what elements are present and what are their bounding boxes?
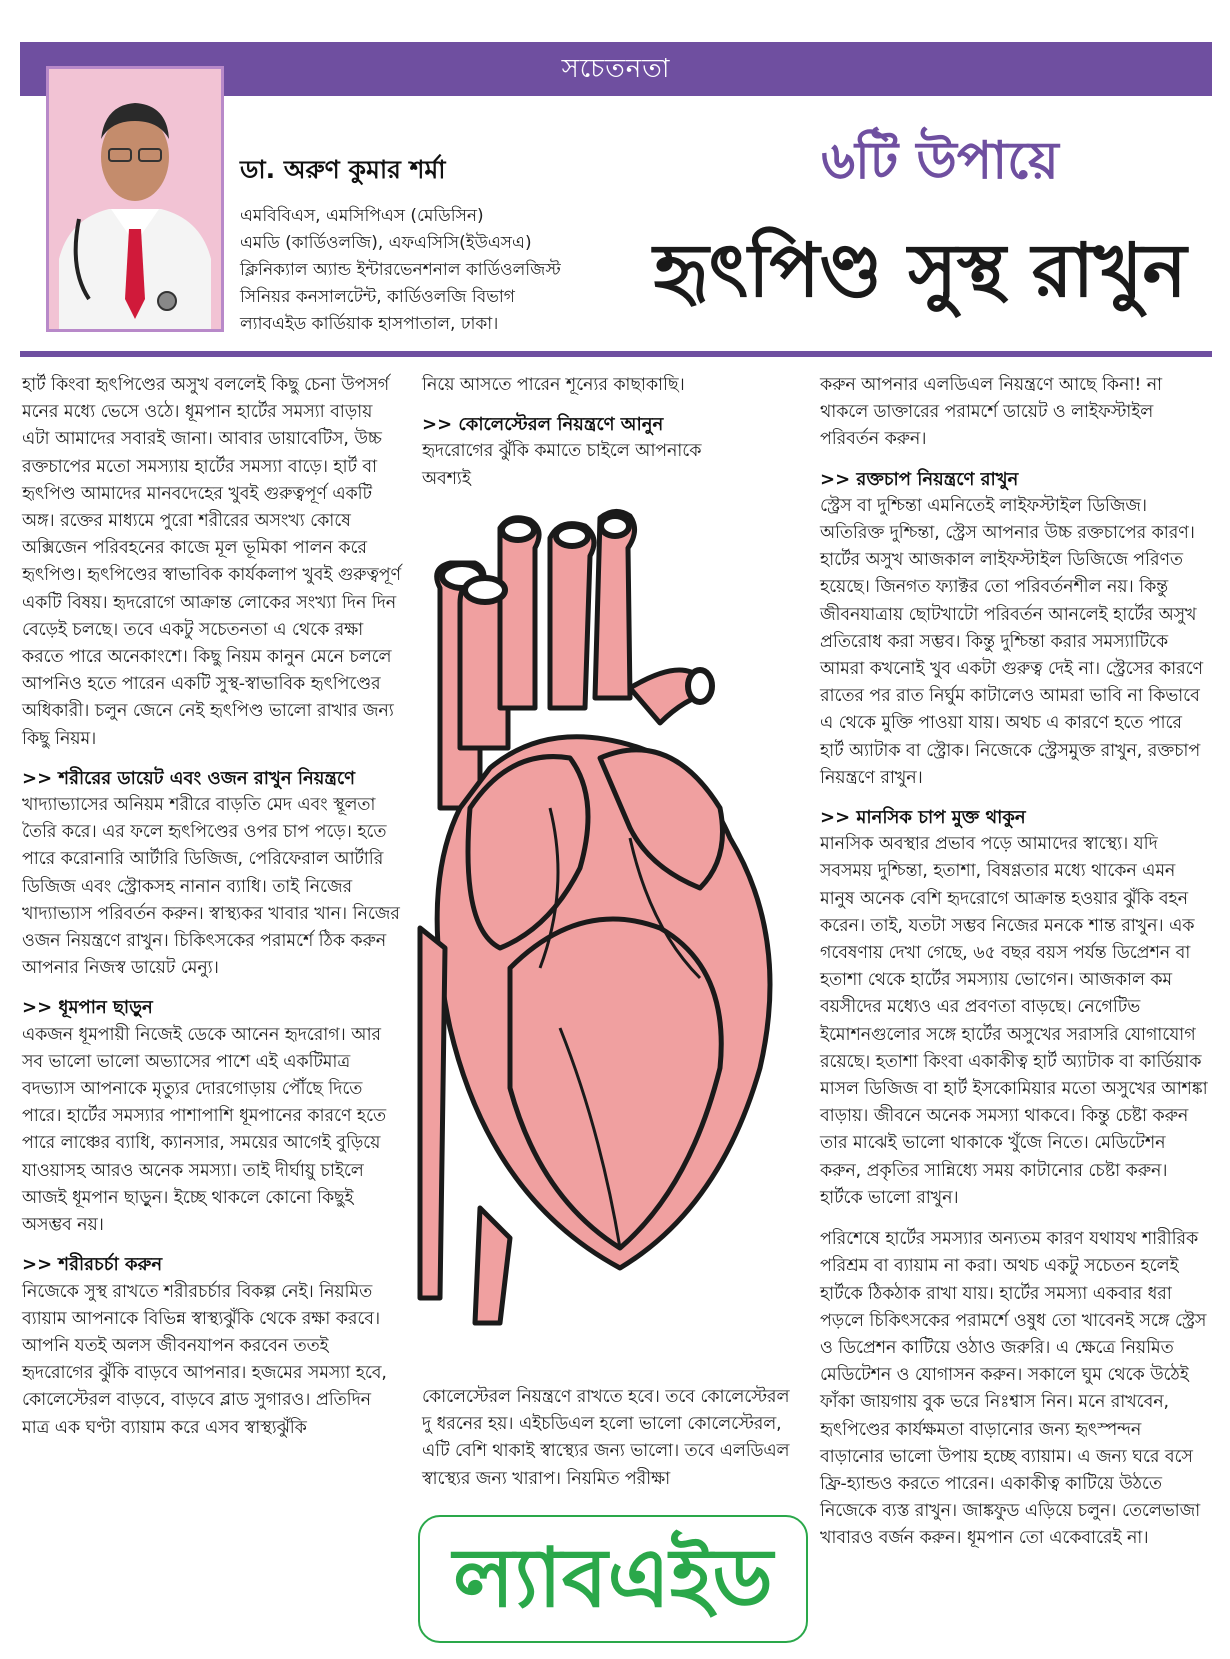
blood-pressure-paragraph: স্ট্রেস বা দুশ্চিন্তা এমনিতেই লাইফস্টাইল ডিজিজ। অতিরিক্ত দুশ্চিন্তা, স্ট্রেস আপনার উচ্চ রক্তচাপের কারণ। হার্টের অসুখ আজকাল লাইফস্টাইল ডিজিজে পরিণত হয়েছে। জিনগত ফ্যাক্টর তো পরিবর্তনশীল নয়। কিন্তু জীবনযাত্রায় ছোটখাটো পরিবর্তন আনলেই হার্টের অসুখ প্রতিরোধ করা সম্ভব। কিন্তু দুশ্চিন্তা করার সমস্যাটিকে আমরা কখনোই খুব একটা গুরুত্ব দেই না। স্ট্রেসের কারণে রাতের পর রাত নির্ঘুম কাটালেও আমরা ভাবি না কিভাবে এ থেকে মুক্তি পাওয়া যায়। অথচ এ কারণে হতে পারে হার্ট অ্যাটাক বা স্ট্রোক। নিজেকে স্ট্রেসমুক্ত রাখুন, রক্তচাপ নিয়ন্ত্রণে রাখুন।	[820, 495, 1203, 788]
continued-paragraph: নিয়ে আসতে পারেন শূন্যের কাছাকাছি।	[422, 375, 685, 395]
smoking-paragraph: একজন ধূমপায়ী নিজেই ডেকে আনেন হৃদরোগ। আর সব ভালো ভালো অভ্যাসের পাশে এই একটিমাত্র বদভ্যাস আপনাকে মৃত্যুর দোরগোড়ায় পৌঁছে দিতে পারে। হার্টের সমস্যার পাশাপাশি ধূমপানের কারণে হতে পারে লাঞ্চের ব্যাধি, ক্যানসার, সময়ের আগেই বুড়িয়ে যাওয়াসহ আরও অনেক সমস্যা। তাই দীর্ঘায়ু চাইলে আজই ধূমপান ছাড়ুন। ইচ্ছে থাকলে কোনো কিছুই অসম্ভব নয়।	[22, 1024, 386, 1236]
final-paragraph: পরিশেষে হার্টের সমস্যার অন্যতম কারণ যথাযথ শারীরিক পরিশ্রম বা ব্যায়াম না করা। অথচ একটু সচেতন হলেই হার্টকে ঠিকঠাক রাখা যায়। হার্টের সমস্যা একবার ধরা পড়লে চিকিৎসকের পরামর্শে ওষুধ তো খাবেনই সঙ্গে স্ট্রেস ও ডিপ্রেশন কাটিয়ে ওঠাও জরুরি। এ ক্ষেত্রে নিয়মিত মেডিটেশন ও যোগাসন করুন। সকালে ঘুম থেকে উঠেই ফাঁকা জায়গায় বুক ভরে নিঃশ্বাস নিন। মনে রাখবেন, হৃৎপিণ্ডের কার্যক্ষমতা বাড়ানোর জন্য হৃৎস্পন্দন বাড়ানোর ভালো উপায় হচ্ছে ব্যায়াম। এ জন্য ঘরে বসে ফ্রি-হ্যান্ডও করতে পারেন। একাকীত্ব কাটিয়ে উঠতে নিজেকে ব্যস্ত রাখুন। জাঙ্কফুড এড়িয়ে চলুন। তেলেভাজা খাবারও বর্জন করুন। ধূমপান তো একেবারেই না।	[820, 1229, 1207, 1549]
continued-paragraph: করুন আপনার এলডিএল নিয়ন্ত্রণে আছে কিনা! না থাকলে ডাক্তারের পরামর্শে ডায়েট ও লাইফস্টাইল পরিবর্তন করুন।	[820, 375, 1163, 450]
paragraph-gap	[820, 1212, 1210, 1226]
headline-main: হৃৎপিণ্ড সুস্থ রাখুন	[653, 228, 1187, 314]
author-photo	[46, 66, 224, 332]
cholesterol-paragraph-bottom: কোলেস্টেরল নিয়ন্ত্রণে রাখতে হবে। তবে কোলেস্টেরল দু ধরনের হয়। এইচডিএল হলো ভালো কোলেস্টেরল, এটি বেশি থাকাই স্বাস্থ্যের জন্য ভালো। তবে এলডিএল স্বাস্থ্যের জন্য খারাপ। নিয়মিত পরীক্ষা	[422, 1387, 790, 1489]
column-1	[22, 372, 402, 1442]
headline-top: ৬টি উপায়ে	[821, 131, 1059, 191]
heart-illustration	[400, 508, 790, 1328]
heading-diet: >> শরীরের ডায়েট এবং ওজন রাখুন নিয়ন্ত্রণে	[22, 767, 355, 789]
author-credential: এমবিবিএস, এমসিপিএস (মেডিসিন)	[240, 206, 484, 226]
author-credential: ল্যাবএইড কার্ডিয়াক হাসপাতাল, ঢাকা।	[240, 314, 499, 334]
labaid-logo	[418, 1515, 808, 1643]
column-3	[820, 372, 1210, 1553]
heading-cholesterol: >> কোলেস্টেরল নিয়ন্ত্রণে আনুন	[422, 414, 664, 436]
header-divider	[20, 351, 1212, 357]
mental-stress-paragraph: মানসিক অবস্থার প্রভাব পড়ে আমাদের স্বাস্থ্যে। যদি সবসময় দুশ্চিন্তা, হতাশা, বিষণ্ণতার মধ্যে থাকেন এমন মানুষ অনেক বেশি হৃদরোগে আক্রান্ত হওয়ার ঝুঁকি বহন করেন। তাই, যতটা সম্ভব নিজের মনকে শান্ত রাখুন। এক গবেষণায় দেখা গেছে, ৬৫ বছর বয়স পর্যন্ত ডিপ্রেশন বা হতাশা থেকে হার্টের সমস্যায় ভোগেন। আজকাল কম বয়সীদের মধ্যেও এর প্রবণতা বাড়ছে। নেগেটিভ ইমোশনগুলোর সঙ্গে হার্টের অসুখের সরাসরি যোগাযোগ রয়েছে। হতাশা কিংবা একাকীত্ব হার্ট অ্যাটাক বা কার্ডিয়াক মাসল ডিজিজ বা হার্ট ইসকোমিয়ার মতো অসুখের আশঙ্কা বাড়ায়। জীবনে অনেক সমস্যা থাকবে। কিন্তু চেষ্টা করুন তার মাঝেই ভালো থাকাকে খুঁজে নিতে। মেডিটেশন করুন, প্রকৃতির সান্নিধ্যে সময় কাটানোর চেষ্টা করুন। হার্টকে ভালো রাখুন।	[820, 834, 1208, 1208]
heading-smoking: >> ধূমপান ছাড়ুন	[22, 997, 153, 1019]
column-2-bottom	[422, 1384, 802, 1493]
column-2-top	[422, 372, 752, 493]
intro-paragraph: হার্ট কিংবা হৃৎপিণ্ডের অসুখ বললেই কিছু চেনা উপসর্গ মনের মধ্যে ভেসে ওঠে। ধূমপান হার্টের সমস্যা বাড়ায় এটা আমাদের সবারই জানা। আবার ডায়াবেটিস, উচ্চ রক্তচাপের মতো সমস্যায় হার্টের সমস্যা বাড়ে। হার্ট বা হৃৎপিণ্ড আমাদের মানবদেহের খুবই গুরুত্বপূর্ণ একটি অঙ্গ। রক্তের মাধ্যমে পুরো শরীরের অসংখ্য কোষে অক্সিজেন পরিবহনের কাজে মূল ভূমিকা পালন করে হৃৎপিণ্ড। হৃৎপিণ্ডের স্বাভাবিক কার্যকলাপ খুবই গুরুত্বপূর্ণ একটি বিষয়। হৃদরোগে আক্রান্ত লোকের সংখ্যা দিন দিন বেড়েই চলছে। তবে একটু সচেতনতা এ থেকে রক্ষা করতে পারে অনেকাংশে। কিছু নিয়ম কানুন মেনে চললে আপনিও হতে পারেন একটি সুস্থ-স্বাভাবিক হৃৎপিণ্ডের অধিকারী। চলুন জেনে নেই হৃৎপিণ্ড ভালো রাখার জন্য কিছু নিয়ম।	[22, 375, 401, 749]
author-credential: সিনিয়র কনসালটেন্ট, কার্ডিওলজি বিভাগ	[240, 287, 515, 307]
author-credential: ক্লিনিক্যাল অ্যান্ড ইন্টারভেনশনাল কার্ডিওলজিস্ট	[240, 260, 561, 280]
heading-exercise: >> শরীরচর্চা করুন	[22, 1254, 163, 1276]
cholesterol-paragraph-top: হৃদরোগের ঝুঁকি কমাতে চাইলে আপনাকে অবশ্যই	[422, 441, 702, 489]
heading-mental-stress: >> মানসিক চাপ মুক্ত থাকুন	[820, 807, 1026, 829]
author-block	[240, 150, 620, 338]
section-banner: সচেতনতা	[20, 42, 1212, 96]
author-name: ডা. অরুণ কুমার শর্মা	[240, 155, 446, 184]
heading-blood-pressure: >> রক্তচাপ নিয়ন্ত্রণে রাখুন	[820, 468, 1019, 490]
exercise-paragraph: নিজেকে সুস্থ রাখতে শরীরচর্চার বিকল্প নেই। নিয়মিত ব্যায়াম আপনাকে বিভিন্ন স্বাস্থ্যঝুঁকি থেকে রক্ষা করবে। আপনি যতই অলস জীবনযাপন করবেন ততই হৃদরোগের ঝুঁকি বাড়বে আপনার। হজমের সমস্যা হবে, কোলেস্টেরল বাড়বে, বাড়বে ব্লাড সুগারও। প্রতিদিন মাত্র এক ঘণ্টা ব্যায়াম করে এসব স্বাস্থ্যঝুঁকি	[22, 1281, 387, 1438]
logo-text: ল্যাবএইড	[453, 1531, 773, 1626]
author-credential: এমডি (কার্ডিওলজি), এফএসিসি(ইউএসএ)	[240, 233, 532, 253]
diet-paragraph: খাদ্যাভ্যাসের অনিয়ম শরীরে বাড়তি মেদ এবং স্থূলতা তৈরি করে। এর ফলে হৃৎপিণ্ডের ওপর চাপ পড়ে। হতে পারে করোনারি আর্টারি ডিজিজ, পেরিফেরাল আর্টারি ডিজিজ এবং স্ট্রোকসহ নানান ব্যাধি। তাই নিজের খাদ্যাভ্যাস পরিবর্তন করুন। স্বাস্থ্যকর খাবার খান। নিজের ওজন নিয়ন্ত্রণে রাখুন। চিকিৎসকের পরামর্শে ঠিক করুন আপনার নিজস্ব ডায়েট মেন্যু।	[22, 795, 400, 979]
